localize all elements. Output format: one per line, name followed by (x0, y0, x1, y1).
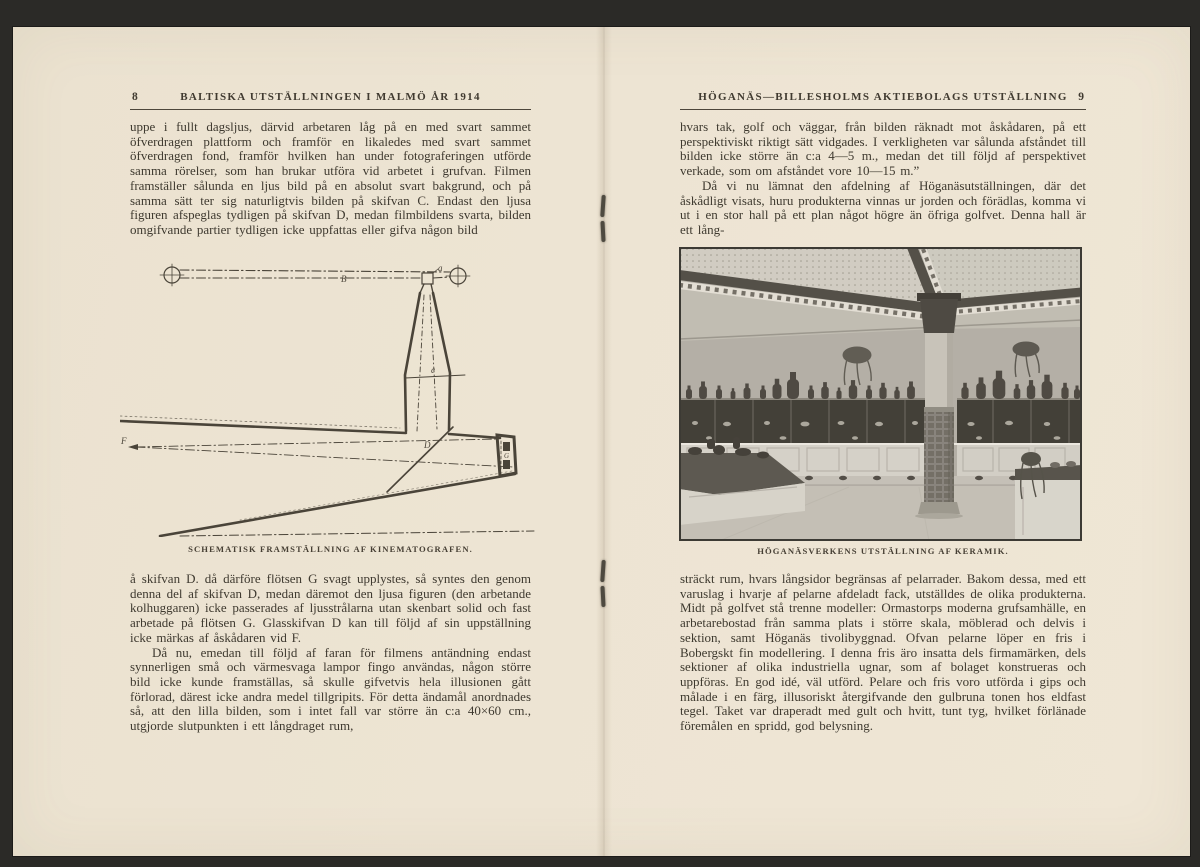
staple-top (601, 195, 605, 246)
book-paper (13, 27, 1190, 856)
right-paragraph-1: hvars tak, golf och väggar, från bilden räknadt mot åskådaren, på ett perspektiviskt riktigt sätt vidgades. I verkligheten var sålunda afståndet till bilden icke större än c:a 4—5 m., medan det till följd af perspektivet verkade, som om afståndet vore 10—15 m.” (680, 119, 1086, 179)
left-paragraph-3: Då nu, emedan till följd af faran för filmens antändning endast synnerligen små och värmesvaga lampor fingo användas, någon större bild icke kunde framställas, så skulle gifvetvis hela illusionen gått förlorad, därest icke andra medel tillgripits. För detta ändamål anordnades så, att den lilla bilden, som i intet fall var större än c:a 40×60 cm., utgjorde slutpunkten i ett långdraget rum, (130, 644, 531, 734)
right-running-title: HÖGANÄS—BILLESHOLMS AKTIEBOLAGS UTSTÄLLNING (698, 91, 1068, 103)
left-running-title: BALTISKA UTSTÄLLNINGEN I MALMÖ ÅR 1914 (180, 91, 481, 103)
right-paragraph-3: sträckt rum, hvars långsidor begränsas af pelarrader. Bakom dessa, med ett varuslag i hvarje af pelarne afdeladt fack, utställdes de olika produkterna. Midt på golfvet stå trenne modeller: Ormastorps moderna grufsamhälle, en arbetarebostad från samma plats i större skala, möblerad och delvis i sektion, samt Höganäs tivolibyggnad. Ofvan pelarne löper en fris i Bobergskt fin modellering. I denna fris äro insatta dels firmamärken, dels sektioner af olika industriella ugnar, som af bolaget konstrueras och uppföras. En god idé, väl utförd. Pelare och fris voro utförda i gips och målade i en färg, illusoriskt återgifvande den gulbruna tonen hos eldfast tegel. Taket var draperadt med gult och hvitt, tunt tyg, hvilket förlänade föremålen en spridd, god belysning. (680, 571, 1086, 734)
right-page-header (680, 91, 1086, 107)
left-paragraph-2: å skifvan D. då därföre flötsen G svagt upplystes, så syntes den genom denna del af skifvan D, medan däremot den ljusa figuren (den arbetande kolhuggaren) icke passerades af ljusstrålarna utan skenbart solid och fast arbetade på flötsen G. Glasskifvan D kan till följd af sin uppställning icke märkas af åskådaren vid F. (130, 571, 531, 645)
projection-funnel (405, 284, 465, 431)
figure-label-g: G (504, 452, 510, 460)
film-band-upper-line (180, 270, 450, 272)
right-header-rule (680, 109, 1086, 110)
left-page-number: 8 (132, 91, 138, 103)
left-text-block-2 (130, 572, 531, 734)
perspective-room-wedge (120, 416, 534, 536)
left-paragraph-1: uppe i fullt dagsljus, därvid arbetaren låg på en med svart sammet öfverdragen plattform och framför en likaledes med svart sammet öfverdragen fond, framför hvilken han under fotograferingen utförde samma rörelser, som han brukar utföra vid arbetet i grufvan. Filmen framställer sålunda en ljus bild på en absolut svart bakgrund, och på samma sätt ter sig naturligtvis bilden på skifvan C. Endast den ljusa figuren afspeglas tydligen på skifvan D, medan filmbildens svarta, bilden omgifvande partier tydligen icke uppfattas eller gifva någon bild (130, 119, 531, 237)
sight-lines (128, 439, 514, 467)
left-reel-circle (160, 264, 184, 286)
left-text-block-1 (130, 120, 531, 238)
figure-label-b: B (341, 274, 347, 284)
left-page-header (130, 91, 531, 107)
right-text-block-1 (680, 120, 1086, 238)
right-page-number: 9 (1078, 91, 1084, 103)
figure-label-f: F (121, 436, 127, 446)
aperture-square (422, 273, 433, 284)
staple-bottom (601, 560, 605, 611)
right-photo-caption: HÖGANÄSVERKENS UTSTÄLLNING AF KERAMIK. (757, 546, 1009, 556)
left-header-rule (130, 109, 531, 110)
glass-plate-line (387, 427, 453, 492)
right-paragraph-2: Då vi nu lämnat den afdelning af Höganäsutställningen, där det åskådligt visats, huru produkterna vinnas ur jorden och förädlas, komma vi ut i en stor hall på ett plan något högre än öfriga golfvet. Denna hall är ett lång- (680, 177, 1086, 237)
left-figure-caption: SCHEMATISK FRAMSTÄLLNING AF KINEMATOGRAFEN. (188, 544, 473, 554)
figure-label-d: D (424, 440, 431, 450)
figure-label-a: a (438, 263, 443, 273)
ceramics-hall-photograph (679, 247, 1082, 541)
kinematograph-schematic-figure (120, 245, 592, 537)
center-fold (596, 27, 612, 856)
figure-label-c: c (431, 365, 435, 375)
right-text-block-2 (680, 572, 1086, 734)
right-reel-circle (446, 265, 470, 287)
